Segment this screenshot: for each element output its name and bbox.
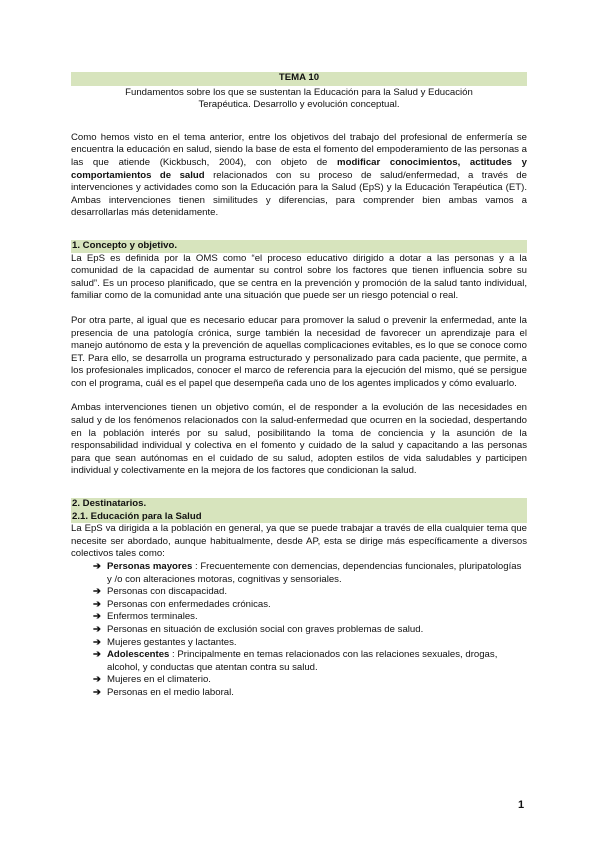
- list-item: [93, 586, 527, 599]
- arrow-right-icon: ➔: [93, 586, 102, 598]
- arrow-right-icon: ➔: [93, 561, 102, 572]
- arrow-right-icon: ➔: [93, 636, 102, 648]
- arrow-right-icon: ➔: [93, 623, 102, 635]
- list-item-bold: Personas mayores: [107, 561, 193, 572]
- intro-text-end: relacionados con su proceso de salud/enfermedad, a través de intervenciones y actividades como son la Educación para la Salud (EpS) y la Educación Terapéutica (ET). Ambas intervenciones tienen similitudes y diferencias, para comprender bien ambas vamos a desarrollarlas más detenidamente.: [71, 169, 527, 219]
- arrow-right-icon: ➔: [93, 686, 102, 698]
- list-item: [93, 611, 527, 624]
- list-item-text: Enfermos terminales.: [107, 611, 198, 623]
- list-item: [93, 637, 527, 650]
- section-2-heading: 2. Destinatarios.: [71, 498, 527, 511]
- arrow-right-icon: ➔: [93, 598, 102, 610]
- list-item-text: Personas en el medio laboral.: [107, 686, 234, 698]
- list-item: [93, 674, 527, 687]
- list-item-text: Personas en situación de exclusión social con graves problemas de salud.: [107, 623, 424, 635]
- topic-subtitle: Fundamentos sobre los que se sustentan la Educación para la Salud y Educación Terapéutica. Desarrollo y evolución conceptual.: [125, 86, 473, 111]
- topic-heading: TEMA 10: [71, 72, 527, 86]
- list-item: [93, 599, 527, 612]
- section-1-paragraph-1: La EpS es definida por la OMS como “el proceso educativo dirigido a dotar a las personas y a la comunidad de la capacidad de aumentar su control sobre los factores que tienen influencia sobre su salud”. Es un proceso planificado, que se centra en la prevención y promoción de la salud tanto individual, familiar como de la comunidad ante una situación que puede ser un riesgo potencial o real.: [71, 252, 527, 302]
- list-item: [93, 687, 527, 700]
- target-groups-list: [71, 561, 527, 700]
- list-item-text: Mujeres en el climaterio.: [107, 674, 211, 686]
- document-page: [71, 72, 527, 700]
- list-item-text: : Frecuentemente con demencias, dependencias funcionales, pluripatologías y /o con alteraciones motoras, cognitivas y sensoriales.: [107, 561, 522, 585]
- list-item-text: Personas con discapacidad.: [107, 586, 227, 598]
- intro-text-start: Como hemos visto en el tema anterior, entre los objetivos del trabajo del profesional de enfermería se encuentra la educación en salud, siendo la base de esta el fomento del empoderamiento de las personas a las que atiende (Kickbusch, 2004), con objeto de: [71, 131, 527, 168]
- intro-bold-text: modificar conocimientos, actitudes y comportamientos de salud: [71, 156, 528, 181]
- section-1-heading: 1. Concepto y objetivo.: [71, 240, 527, 253]
- section-2-1-paragraph: La EpS va dirigida a la población en general, ya que se puede trabajar a través de ella cualquier tema que necesite ser abordado, aunque habitualmente, desde AP, esta se dirige más específicamente a diversos colectivos tales como:: [71, 523, 527, 560]
- list-item-text: Mujeres gestantes y lactantes.: [107, 636, 237, 648]
- list-item: [93, 649, 527, 674]
- arrow-right-icon: ➔: [93, 611, 102, 623]
- list-item-text: : Principalmente en temas relacionados con las relaciones sexuales, drogas, alcohol, y conductas que atentan contra su salud.: [107, 649, 498, 673]
- arrow-right-icon: ➔: [93, 649, 102, 661]
- list-item-text: Personas con enfermedades crónicas.: [107, 598, 271, 610]
- list-item-bold: Adolescentes: [107, 649, 170, 661]
- arrow-right-icon: ➔: [93, 674, 102, 686]
- section-2-1-heading: 2.1. Educación para la Salud: [71, 511, 527, 524]
- section-1-paragraph-2: Por otra parte, al igual que es necesario educar para promover la salud o prevenir la enfermedad, ante la presencia de una patología crónica, surge también la necesidad de favorecer un aprendizaje para el manejo autónomo de esta y la prevención de aquellas complicaciones evitables, es lo que se conoce como ET. Para ello, se desarrolla un programa estructurado y personalizado para cada paciente, que permite, a los profesionales implicados, conocer el marco de referencia para la ejecución del mismo, qué se persigue con el programa, cuál es el papel que desempeña cada uno de los agentes implicados y cómo evaluarlo.: [71, 314, 527, 389]
- section-1-paragraph-3: Ambas intervenciones tienen un objetivo común, el de responder a la evolución de las necesidades en salud y de los fenómenos relacionados con la salud-enfermedad que ocurren en la sociedad, despertando en la población interés por su salud, posibilitando la toma de conciencia y la asunción de la responsabilidad individual y colectiva en el fomento y cuidado de la salud y capacitando a las personas para que sean autónomas en el cuidado de su salud, adopten estilos de vida saludables y participen individual y colectivamente en la mejora de los factores que condicionan la salud.: [71, 402, 527, 477]
- list-item: [93, 561, 527, 586]
- page-number: 1: [518, 799, 525, 811]
- list-item: [93, 624, 527, 637]
- intro-paragraph: [71, 132, 527, 220]
